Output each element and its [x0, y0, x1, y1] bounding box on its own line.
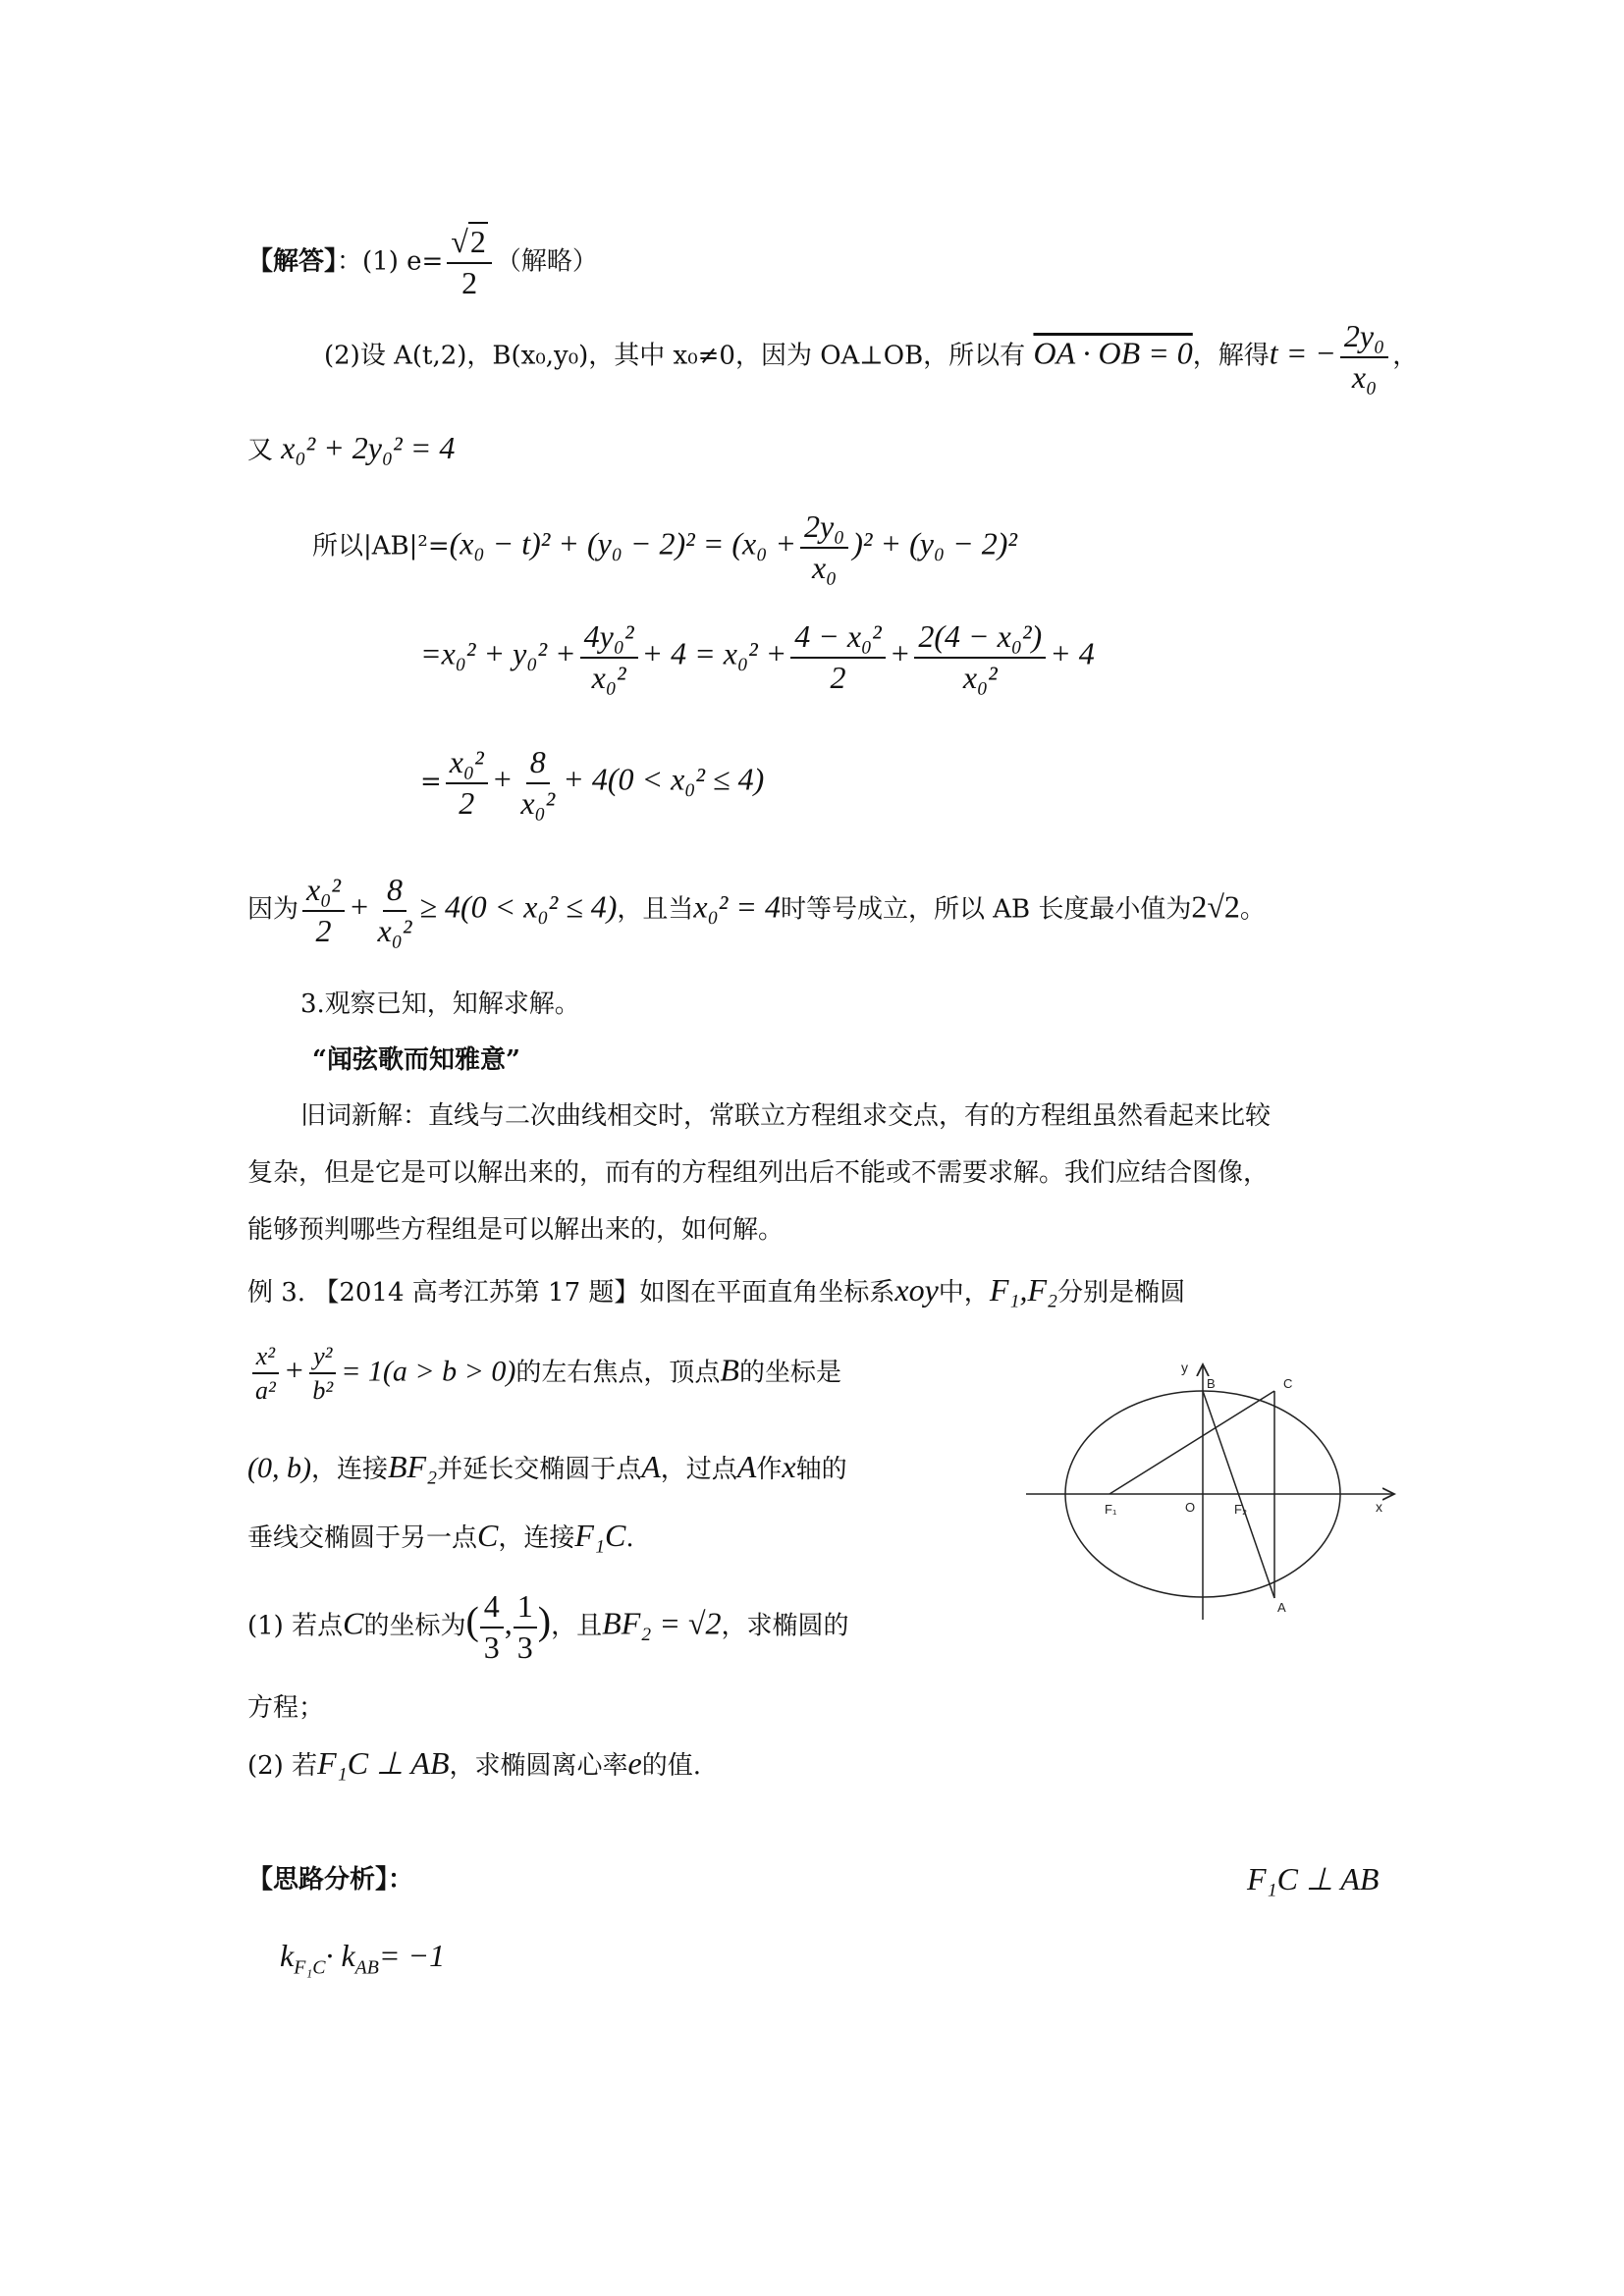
- lc-C: C: [477, 1518, 499, 1553]
- answer-label: 【解答】: [247, 246, 338, 277]
- q1-frac-2: [514, 1590, 537, 1664]
- because-val: 2√2: [1191, 888, 1240, 925]
- fig-x-label: x: [1376, 1499, 1382, 1515]
- part2-line: [324, 320, 1418, 394]
- eq2-frac-1: [580, 620, 638, 694]
- lb-4: 作: [756, 1455, 783, 1484]
- analysis-sub2: AB: [354, 1956, 379, 1979]
- because-line: [247, 874, 1266, 947]
- part2-tail: ，: [1392, 341, 1419, 371]
- lb-1: ，连接: [310, 1455, 388, 1484]
- q1-f1-num: 4: [480, 1590, 504, 1629]
- q1-frac-1: [480, 1590, 504, 1664]
- so-eq-1: (x₀ − t)² + (y₀ − 2)² = (x₀ +: [449, 525, 796, 561]
- ellipse-plus: +: [283, 1352, 305, 1388]
- so-line: [312, 510, 1017, 584]
- also-equation: x₀² + 2y₀² = 4: [281, 430, 456, 465]
- ellipse-frac-2: [308, 1343, 337, 1405]
- quote: “闻弦歌而知雅意”: [312, 1045, 520, 1075]
- eq3-f2-den: x₀²: [520, 784, 556, 821]
- eq2-f2-den: 2: [830, 659, 846, 695]
- q1-5: 方程；: [247, 1693, 325, 1723]
- eq3-f2-num: 8: [526, 746, 550, 784]
- eq2-b: + 4 = x₀² +: [641, 635, 787, 671]
- ellipse-text: 的左右焦点，顶点: [515, 1358, 721, 1388]
- ex3-head: 例 3. 【2014 高考江苏第 17 题】如图在平面直角坐标系: [247, 1278, 895, 1308]
- part2-solve: ，解得: [1192, 341, 1270, 371]
- because-f2-den: x₀²: [377, 912, 412, 948]
- line-c: [247, 1520, 634, 1551]
- answer-fraction: $\frac{√2}{2}$: [447, 226, 492, 299]
- eq2-frac-2: [790, 620, 886, 694]
- eq2-d: + 4: [1050, 635, 1095, 671]
- q1-f2-den: 3: [516, 1629, 533, 1665]
- part2-vector-eq: OA · OB = 0: [1033, 335, 1193, 371]
- so-fraction: [800, 510, 848, 584]
- eq3-frac-1: [446, 746, 488, 820]
- analysis-eq: = −1: [378, 1938, 446, 1973]
- fig-A-label: A: [1277, 1600, 1286, 1615]
- lc-2: ，连接: [498, 1523, 575, 1553]
- because-cond: x₀² = 4: [693, 888, 781, 925]
- because-frac-2: [374, 874, 416, 947]
- lb-A: A: [641, 1449, 661, 1484]
- lb-3: ，过点: [660, 1455, 737, 1484]
- q2-eq: F₁C ⊥ AB: [317, 1745, 450, 1781]
- ex3-xoy: xoy: [894, 1272, 939, 1308]
- part2-frac-num: 2y₀: [1340, 320, 1388, 358]
- eq3-frac-2: [516, 746, 559, 820]
- old-new-3: 能够预判哪些方程组是可以解出来的，如何解。: [247, 1215, 785, 1245]
- because-plus: +: [348, 888, 370, 925]
- eq2-f1-den: x₀²: [591, 659, 626, 695]
- lb-coord: (0, b): [247, 1452, 311, 1484]
- fig-O-label: O: [1185, 1500, 1196, 1515]
- also-label: 又: [247, 436, 274, 465]
- equation-line-2: [420, 620, 1095, 694]
- fig-C-label: C: [1283, 1376, 1293, 1391]
- ellipse-eq: = 1(a > b > 0): [341, 1355, 516, 1388]
- because-frac-1: [302, 874, 345, 947]
- eq3-f1-den: 2: [459, 784, 475, 821]
- fig-y-label: y: [1181, 1360, 1188, 1375]
- eq2-frac-3: [914, 620, 1046, 694]
- eq2-f2-num: 4 − x₀²: [790, 620, 886, 659]
- q1-C: C: [343, 1605, 364, 1641]
- analysis-sub1: F₁C: [294, 1956, 326, 1979]
- lc-F1C: F₁C: [574, 1518, 626, 1553]
- answer-text: ：(1) e=: [337, 246, 444, 277]
- eq2-f3-den: x₀²: [962, 659, 998, 695]
- q1-p1: (: [465, 1598, 479, 1643]
- analysis-label: 【思路分析】：: [247, 1865, 414, 1895]
- analysis-dot: · k: [325, 1938, 355, 1973]
- so-label: 所以|AB|²=: [312, 531, 450, 561]
- analysis-k: k: [280, 1938, 295, 1973]
- item-3: 3.观察已知，知解求解。: [300, 989, 580, 1019]
- q1-2: 的坐标为: [363, 1611, 466, 1641]
- ellipse-line: [247, 1343, 841, 1405]
- q1-p2: ): [537, 1598, 552, 1643]
- because-end: 。: [1239, 894, 1266, 925]
- ellipse-B: B: [720, 1352, 739, 1388]
- lb-BF2: BF₂: [388, 1449, 438, 1484]
- eq2-f1-num: 4y₀²: [580, 620, 638, 659]
- q1-eq: BF₂ = √2: [602, 1605, 722, 1641]
- so-frac-num: 2y₀: [800, 510, 848, 549]
- eq2-c: +: [889, 635, 911, 671]
- line-F1-C: [1110, 1391, 1274, 1494]
- eq3-c: + 4(0 < x₀² ≤ 4): [563, 761, 765, 797]
- because-f2-num: 8: [383, 874, 406, 912]
- part2-text: (2)设 A(t,2)，B(x₀,y₀)，其中 x₀≠0，因为 OA⊥OB，所以有: [324, 341, 1026, 371]
- because-label: 因为: [247, 894, 299, 925]
- old-new-1: 旧词新解：直线与二次曲线相交时，常联立方程组求交点，有的方程组虽然看起来比较: [300, 1101, 1272, 1131]
- ex3-f: F₁,F₂: [989, 1272, 1058, 1308]
- line-b: [247, 1451, 847, 1483]
- so-frac-den: x₀: [811, 549, 838, 585]
- ex3-mid: 中，: [938, 1278, 990, 1308]
- question-2: [247, 1747, 701, 1779]
- q2-e: e: [627, 1745, 642, 1781]
- example3-head: [247, 1274, 1185, 1306]
- q1-comma: ,: [504, 1605, 513, 1641]
- eq3-b: +: [491, 761, 514, 797]
- answer-sqrt: 2: [469, 224, 486, 259]
- lc-3: .: [625, 1523, 634, 1553]
- part2-frac-den: x₀: [1351, 358, 1378, 395]
- eq2-f3-num: 2(4 − x₀²): [914, 620, 1046, 659]
- ellipse-f2-den: b²: [312, 1376, 334, 1406]
- eq3-f1-num: x₀²: [446, 746, 488, 784]
- also-line: [247, 432, 455, 463]
- because-f1-den: 2: [315, 912, 332, 948]
- q1-1: (1) 若点: [247, 1611, 344, 1641]
- lb-A2: A: [736, 1449, 757, 1484]
- lb-2: 并延长交椭圆于点: [437, 1455, 642, 1484]
- lc-1: 垂线交椭圆于另一点: [247, 1523, 478, 1553]
- eq2-a: =x₀² + y₀² +: [420, 635, 576, 671]
- old-new-2: 复杂，但是它是可以解出来的，而有的方程组列出后不能或不需要求解。我们应结合图像，: [247, 1158, 1270, 1188]
- fig-F2-label: F₂: [1234, 1502, 1247, 1517]
- q1-3: ，且: [551, 1611, 603, 1641]
- because-ineq: ≥ 4(0 < x₀² ≤ 4): [419, 888, 618, 925]
- q2-1: (2) 若: [247, 1751, 318, 1781]
- ex3-tail: 分别是椭圆: [1057, 1278, 1186, 1308]
- q2-3: 的值.: [641, 1751, 701, 1781]
- q2-2: ，求椭圆离心率: [449, 1751, 628, 1781]
- part2-fraction: [1340, 320, 1388, 394]
- so-eq-2: )² + (y₀ − 2)²: [852, 525, 1017, 561]
- q1-f2-num: 1: [514, 1590, 537, 1629]
- ellipse-figure: [1016, 1355, 1409, 1629]
- part2-t: t = −: [1269, 335, 1336, 371]
- question-1: [247, 1590, 849, 1664]
- answer-line: [247, 226, 598, 299]
- lb-5: 轴的: [795, 1455, 847, 1484]
- q1-f1-den: 3: [483, 1629, 500, 1665]
- because-tail: 时等号成立，所以 AB 长度最小值为: [780, 894, 1192, 925]
- analysis-k-line: [280, 1938, 446, 1979]
- answer-den: 2: [461, 264, 478, 300]
- ellipse-f1-num: x²: [252, 1343, 279, 1374]
- ellipse-f1-den: a²: [255, 1376, 276, 1406]
- q1-4: ，求椭圆的: [721, 1611, 849, 1641]
- eq3-a: =: [420, 767, 442, 797]
- ellipse-f2-num: y²: [309, 1343, 336, 1374]
- fig-B-label: B: [1207, 1376, 1216, 1391]
- analysis-right: F₁C ⊥ AB: [1247, 1861, 1380, 1896]
- because-mid: ，且当: [617, 894, 694, 925]
- fig-F1-label: F₁: [1105, 1502, 1117, 1517]
- ellipse-text2: 的坐标是: [738, 1358, 841, 1388]
- ellipse-frac-1: [251, 1343, 280, 1405]
- equation-line-3: [420, 746, 764, 820]
- because-f1-num: x₀²: [302, 874, 345, 912]
- answer-note: （解略）: [495, 246, 598, 277]
- lb-x: x: [782, 1449, 796, 1484]
